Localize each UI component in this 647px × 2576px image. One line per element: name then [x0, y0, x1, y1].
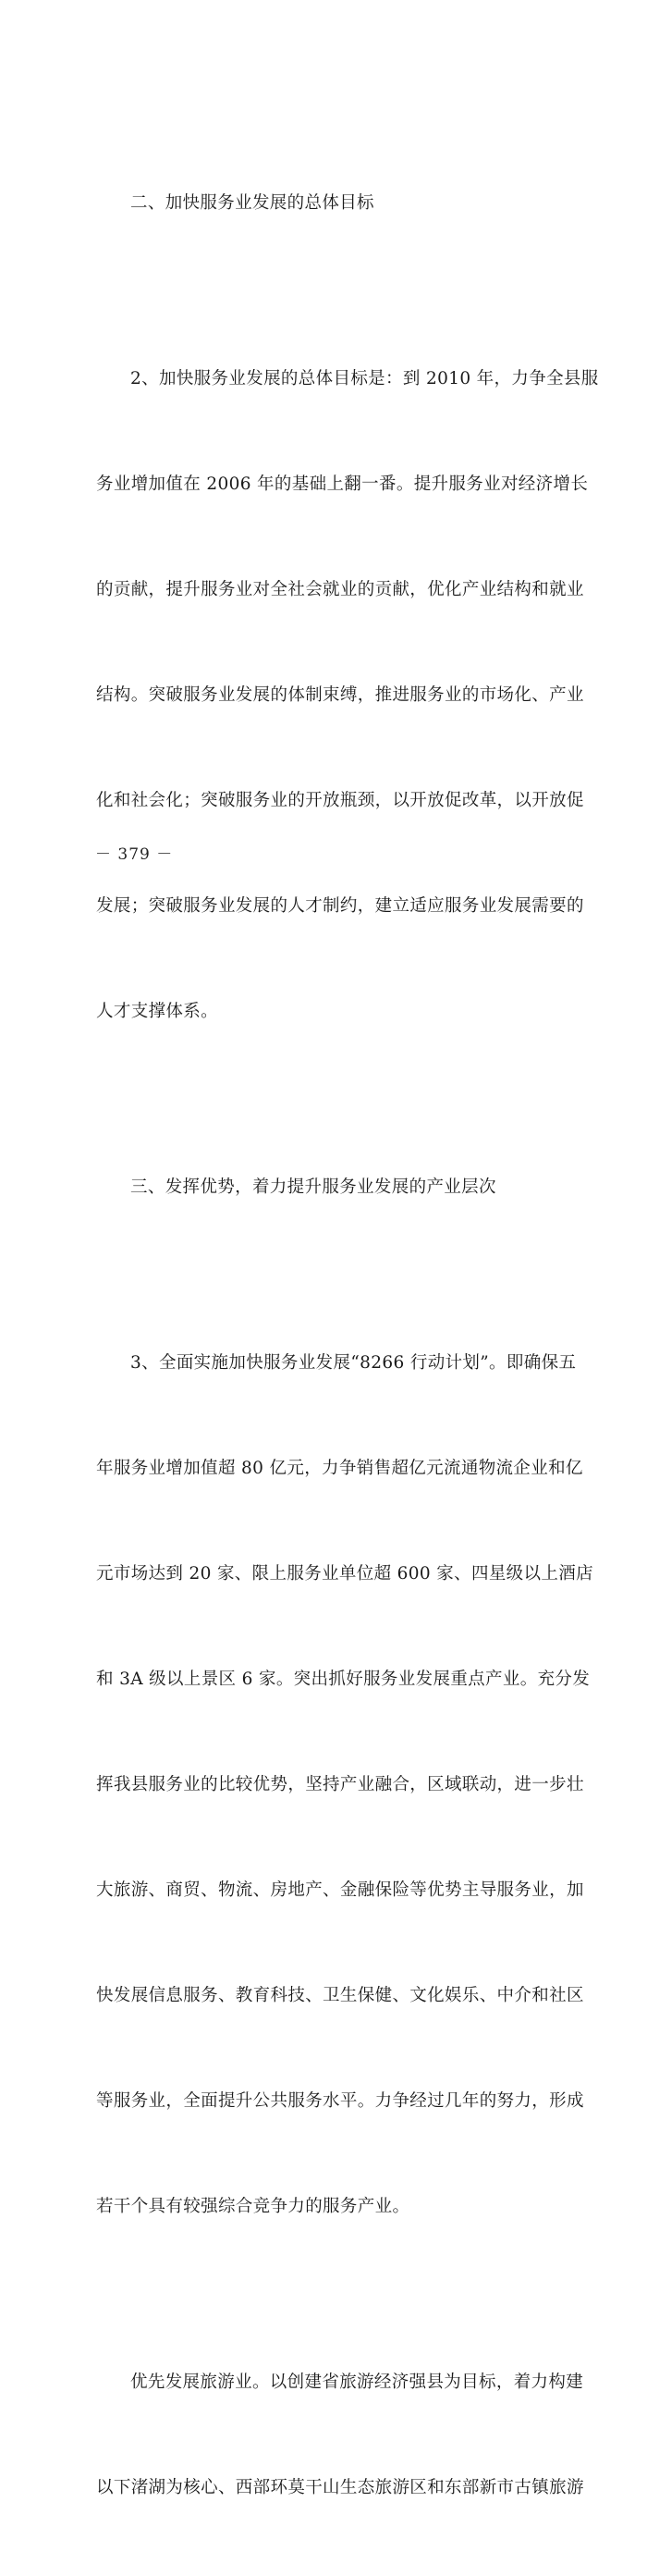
- paragraph-line: 化和社会化；突破服务业的开放瓶颈，以开放促改革，以开放促: [96, 791, 584, 810]
- paragraph-line: 元市场达到 20 家、限上服务业单位超 600 家、四星级以上酒店: [96, 1564, 593, 1584]
- paragraph-line: 年服务业增加值超 80 亿元，力争销售超亿元流通物流企业和亿: [96, 1459, 583, 1478]
- paragraph-line: 等服务业，全面提升公共服务水平。力争经过几年的努力，形成: [96, 2091, 584, 2111]
- paragraph-line: 若干个具有较强综合竞争力的服务产业。: [96, 2197, 410, 2216]
- paragraph-action-plan: [96, 1276, 593, 2295]
- paragraph-line: 人才支撑体系。: [96, 1002, 218, 1021]
- section-heading-3: [96, 1100, 568, 1276]
- paragraph-tourism: [96, 2295, 584, 2576]
- paragraph-line: 以下渚湖为核心、西部环莫干山生态旅游区和东部新市古镇旅游: [96, 2478, 584, 2497]
- paragraph-line: 的贡献，提升服务业对全社会就业的贡献，优化产业结构和就业: [96, 580, 584, 599]
- paragraph-line: 快发展信息服务、教育科技、卫生保健、文化娱乐、中介和社区: [96, 1986, 584, 2005]
- page-number: － 379 －: [95, 845, 174, 864]
- paragraph-line: 挥我县服务业的比较优势，坚持产业融合，区域联动，进一步壮: [96, 1775, 584, 1794]
- paragraph-line: 大旅游、商贸、物流、房地产、金融保险等优势主导服务业，加: [96, 1880, 584, 1900]
- paragraph-line: 2、加快服务业发展的总体目标是：到 2010 年，力争全县服: [130, 369, 599, 388]
- paragraph-line: 结构。突破服务业发展的体制束缚，推进服务业的市场化、产业: [96, 685, 584, 705]
- heading-line: 三、发挥优势，着力提升服务业发展的产业层次: [130, 1177, 496, 1197]
- paragraph-line: 3、全面实施加快服务业发展“8266 行动计划”。即确保五: [130, 1353, 577, 1373]
- section-heading-2: [96, 116, 568, 291]
- paragraph-line: 优先发展旅游业。以创建省旅游经济强县为目标，着力构建: [130, 2373, 584, 2392]
- body-text: [96, 116, 599, 2576]
- paragraph-line: 发展；突破服务业发展的人才制约，建立适应服务业发展需要的: [96, 896, 584, 916]
- paragraph-line: 和 3A 级以上景区 6 家。突出抓好服务业发展重点产业。充分发: [96, 1670, 591, 1689]
- heading-line: 二、加快服务业发展的总体目标: [130, 193, 374, 213]
- paragraph-line: 务业增加值在 2006 年的基础上翻一番。提升服务业对经济增长: [96, 475, 589, 494]
- paragraph-overall-target: [96, 291, 599, 1100]
